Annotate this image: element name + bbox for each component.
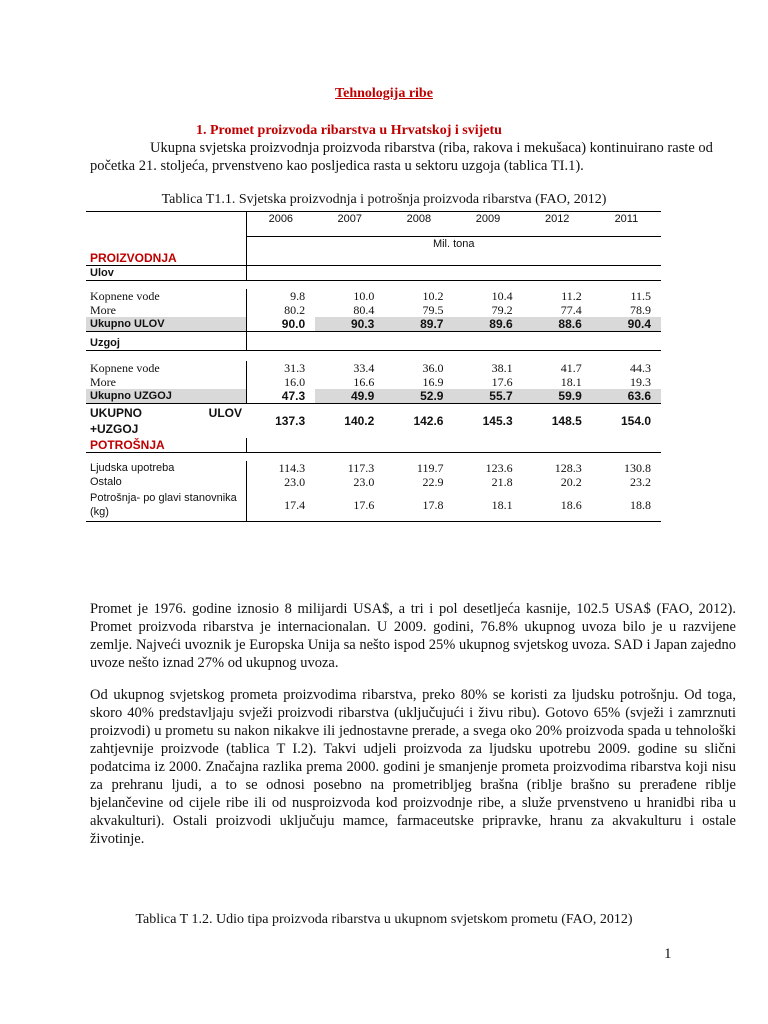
cell: 130.8 [624, 461, 651, 475]
cell: 18.1 [453, 489, 522, 522]
table-grand-total-row [86, 404, 661, 439]
cell: 80.2 [246, 303, 315, 317]
cell: 16.9 [422, 375, 444, 389]
table-row [86, 438, 661, 453]
cell: 49.9 [315, 389, 384, 404]
intro-paragraph: Ukupna svjetska proizvodnja proizvoda ribarstva (riba, rakova i mekušaca) kontinuirano raste od početka 21. stoljeća, prvenstveno kao posljedica rasta u sektoru uzgoja (tablica TI.1). [90, 140, 713, 174]
cell: 18.1 [560, 375, 582, 389]
table-unit-row [86, 237, 661, 252]
cell: 123.6 [485, 461, 513, 475]
table-row [86, 375, 661, 389]
cell: 77.4 [560, 303, 582, 317]
cell: 142.6 [413, 414, 444, 428]
cell: 79.5 [422, 303, 444, 317]
cell: 90.0 [246, 317, 315, 332]
paragraph-consumption: Od ukupnog svjetskog prometa proizvodima ribarstva, preko 80% se koristi za ljudsku potrošnju. Od toga, skoro 40% predstavljaju svježi proizvodi ribarstva (uključujući i živu ribu). Gotovo 65% (svježi i zamrznuti proizvodi) u prometu su nakon nikakve ili jednostavne prerade, a svega oko 20% proizvoda spada u tehnološki zahtjevnije proizvode (tablica T I.2). Takvi udjeli proizvoda za ljudsku upotrebu 2009. godine su slični podatcima iz 2000. Značajna razlika prema 2000. godini je smanjenje prometa proizvodima ribarstva koji nisu za prehranu ljudi, a to se odnosi posebno na prometribljeg brašna (riblje brašno su prerađene riblje bjelančevine od cijele ribe ili od nusproizvoda kod proizvodnje ribe, a služe prvenstveno u hranidbi riba u akvakulturi). Ostali proizvodi uključuju mamce, farmaceutske pripravke, hranu za akvakulturu i ostale životinje. [90, 687, 736, 847]
cell: 145.3 [482, 414, 513, 428]
table-row [86, 289, 661, 303]
cell: 79.2 [491, 303, 513, 317]
cell: 90.3 [315, 317, 384, 332]
paragraph-trade: Promet je 1976. godine iznosio 8 milijardi USA$, a tri i pol desetljeća kasnije, 102.5 USA$ (FAO, 2012). Promet proizvoda ribarstva je internacionalan. U 2009. godini, 76.8% ukupnog uvoza bilo je u razvijene zemlje. Najveći uvoznik je Europska Unija sa nešto ispod 25% ukupnog svjetskog uvoza. SAD i Japan zajedno uvoze nešto iznad 27% od ukupnog uvoza. [90, 601, 736, 671]
section-heading: 1. Promet proizvoda ribarstva u Hrvatskoj i svijetu [196, 123, 502, 138]
cell: 63.6 [592, 389, 661, 404]
cell: 18.8 [592, 489, 661, 522]
cell: 47.3 [246, 389, 315, 404]
cell: 89.6 [453, 317, 522, 332]
row-label: Ljudska upotreba [90, 462, 175, 474]
row-label: Ostalo [90, 476, 122, 488]
table-row [86, 475, 661, 489]
year-header: 2012 [523, 212, 592, 227]
cell: 41.7 [560, 361, 582, 375]
cell: 36.0 [422, 361, 444, 375]
ulov-heading: Ulov [90, 267, 114, 279]
total-label: Ukupno UZGOJ [86, 389, 246, 404]
cell: 128.3 [554, 461, 582, 475]
cell: 17.6 [315, 489, 384, 522]
cell: 59.9 [523, 389, 592, 404]
cell: 33.4 [353, 361, 375, 375]
cell: 17.6 [491, 375, 513, 389]
cell: 44.3 [630, 361, 651, 375]
table-year-row [86, 212, 661, 227]
cell: 16.0 [246, 375, 315, 389]
year-header: 2007 [315, 212, 384, 227]
cell: 18.6 [523, 489, 592, 522]
cell: 31.3 [246, 361, 315, 375]
year-header: 2011 [592, 212, 661, 227]
table-total-row [86, 317, 661, 332]
cell: 140.2 [344, 414, 375, 428]
cell: 17.4 [246, 489, 315, 522]
cell: 16.6 [353, 375, 375, 389]
cell: 89.7 [384, 317, 453, 332]
year-header: 2006 [246, 212, 315, 227]
grand-total-label: UKUPNO ULOV +UZGOJ [90, 406, 242, 436]
cell: 20.2 [560, 475, 582, 489]
table-row [86, 461, 661, 475]
cell: 52.9 [384, 389, 453, 404]
document-title: Tehnologija ribe [335, 86, 433, 101]
cell: 10.2 [422, 289, 444, 303]
row-label: Kopnene vode [90, 289, 160, 303]
cell: 117.3 [347, 461, 375, 475]
cell: 11.2 [561, 289, 582, 303]
row-label: Kopnene vode [90, 361, 160, 375]
total-label: Ukupno ULOV [86, 317, 246, 332]
cell: 148.5 [551, 414, 582, 428]
uzgoj-heading: Uzgoj [90, 337, 120, 349]
cell: 55.7 [453, 389, 522, 404]
cell: 88.6 [523, 317, 592, 332]
table-row [86, 266, 661, 281]
page-number: 1 [664, 946, 672, 962]
table-row [86, 361, 661, 375]
row-label: Potrošnja- po glavi stanovnika (kg) [86, 489, 246, 522]
table1-caption: Tablica T1.1. Svjetska proizvodnja i potrošnja proizvoda ribarstva (FAO, 2012) [161, 192, 607, 207]
cell: 114.3 [246, 461, 315, 475]
cell: 80.4 [353, 303, 375, 317]
table-row [86, 251, 661, 266]
cell: 78.9 [630, 303, 651, 317]
year-header: 2009 [453, 212, 522, 227]
proizvodnja-heading: PROIZVODNJA [86, 251, 246, 266]
unit-label: Mil. tona [246, 237, 661, 252]
cell: 11.5 [630, 289, 651, 303]
cell: 23.2 [630, 475, 651, 489]
cell: 22.9 [422, 475, 444, 489]
cell: 19.3 [630, 375, 651, 389]
cell: 17.8 [384, 489, 453, 522]
cell: 21.8 [491, 475, 513, 489]
table-row [86, 303, 661, 317]
cell: 137.3 [275, 414, 306, 428]
cell: 119.7 [416, 461, 444, 475]
table2-caption: Tablica T 1.2. Udio tipa proizvoda ribarstva u ukupnom svjetskom prometu (FAO, 2012) [135, 912, 633, 927]
cell: 9.8 [246, 289, 315, 303]
cell: 23.0 [353, 475, 375, 489]
table-row [86, 489, 661, 522]
cell: 10.0 [353, 289, 375, 303]
cell: 90.4 [592, 317, 661, 332]
row-label: More [90, 303, 116, 317]
table-row [86, 332, 661, 351]
cell: 10.4 [491, 289, 513, 303]
year-header: 2008 [384, 212, 453, 227]
cell: 38.1 [491, 361, 513, 375]
potrosnja-heading: POTROŠNJA [86, 438, 246, 453]
table-total-row [86, 389, 661, 404]
production-table [86, 211, 661, 522]
cell: 23.0 [246, 475, 315, 489]
cell: 154.0 [620, 414, 651, 428]
row-label: More [90, 375, 116, 389]
